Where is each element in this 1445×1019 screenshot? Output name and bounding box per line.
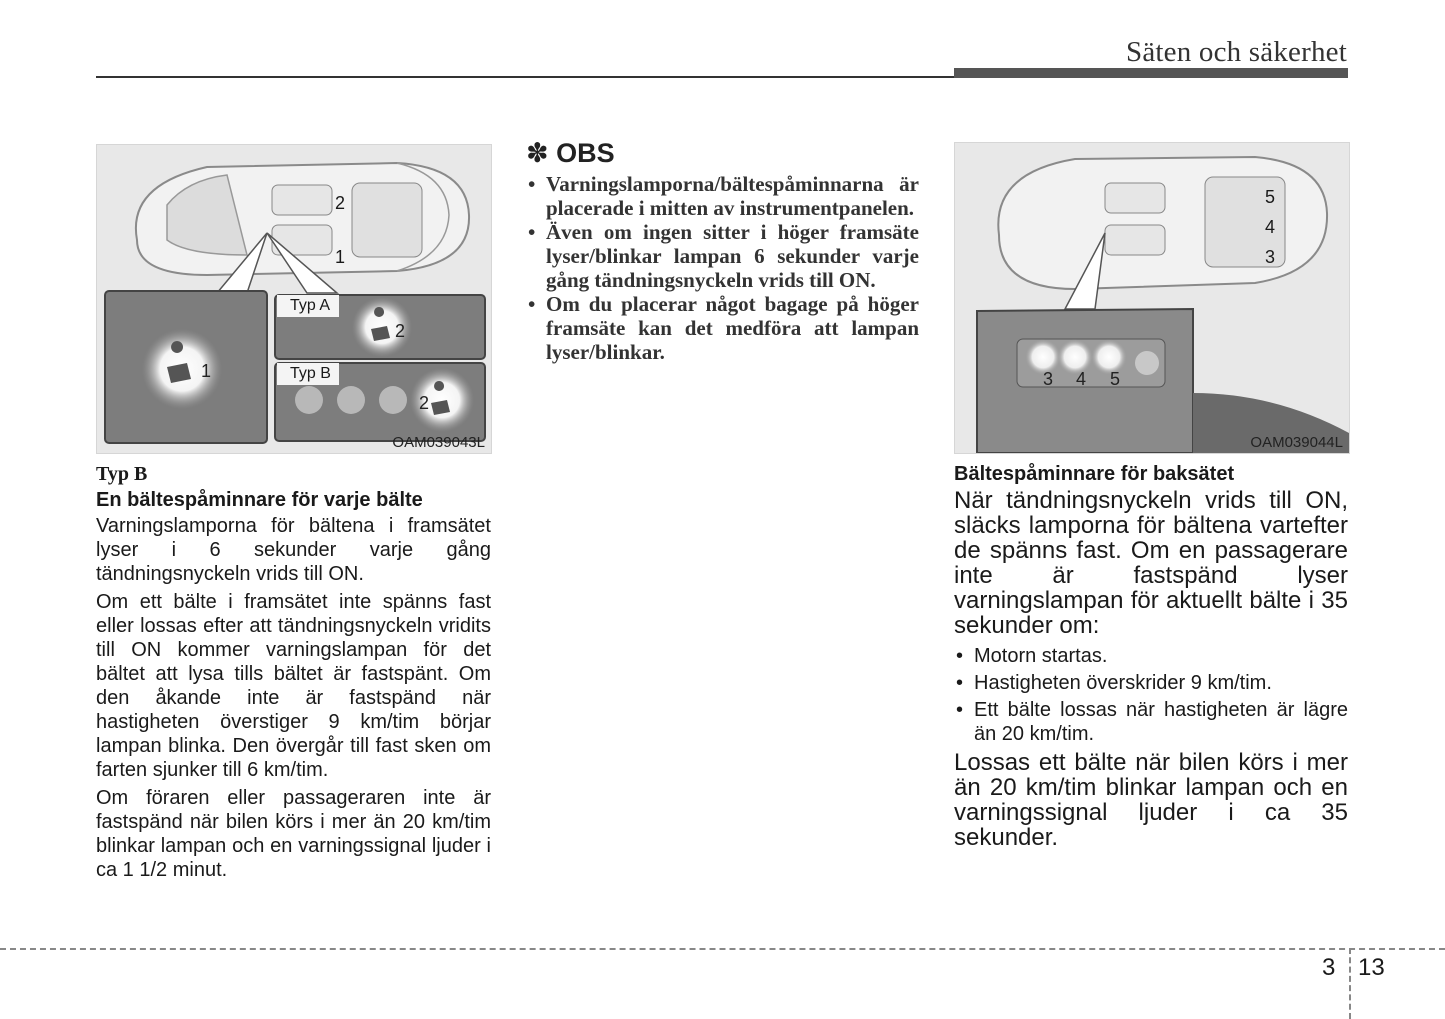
header-rule-accent xyxy=(954,68,1348,78)
obs-note xyxy=(526,138,919,364)
callout-5: 5 xyxy=(1265,187,1276,207)
section-title: Säten och säkerhet xyxy=(1125,36,1347,68)
page-number: 13 xyxy=(1358,954,1385,981)
car-rear-illustration xyxy=(955,143,1349,453)
heading: Bältespåminnare för baksätet xyxy=(954,463,1235,485)
obs-title: ✽ OBS xyxy=(526,138,615,168)
callout-2: 2 xyxy=(335,193,346,213)
footer-divider xyxy=(0,948,1445,950)
callout-4: 4 xyxy=(1265,217,1276,237)
obs-list xyxy=(526,172,919,364)
figure-rear-seatbelt-reminder xyxy=(954,142,1350,454)
paragraph: Om ett bälte i framsätet inte spänns fast eller lossas efter att tändningsnyckeln vridits till ON kommer varningslampan för det bältet att lysa tills bältet är fastspänt. Om den åkande inte är fastspänd när hastigheten överstiger 9 km/tim börjar lampan blinka. Den övergår till fast sken om farten sjunker till 6 km/tim. xyxy=(96,591,491,781)
figure-code: OAM039044L xyxy=(1250,434,1343,451)
obs-item: • Även om ingen sitter i höger framsäte lyser/blinkar lampan 6 sekunder varje gång tändningsnyckeln vrids till ON. xyxy=(526,220,919,292)
subheading: En bältespåminnare för varje bälte xyxy=(96,489,423,511)
outro-paragraph: Lossas ett bälte när bilen körs i mer än 20 km/tim blinkar lampan och en varningssignal ljuder i ca 35 sekunder. xyxy=(954,749,1348,851)
rear-seat-reminder-text xyxy=(954,462,1348,856)
obs-item: • Om du placerar något bagage på höger framsäte kan det medföra att lampan lyser/blinkar. xyxy=(526,292,919,364)
page-number-divider xyxy=(1349,948,1351,1019)
inset-number-type-a: 2 xyxy=(395,321,406,341)
intro-paragraph: När tändningsnyckeln vrids till ON, släcks lamporna för bältena vartefter de spänns fast. Om en passagerare inte är fastspänd lyser varningslampan för aktuellt bälte i 35 sekunder om: xyxy=(954,487,1348,639)
figure-front-seatbelt-reminder xyxy=(96,144,492,454)
figure-code: OAM039043L xyxy=(392,434,485,451)
inset-label-type-a: Typ A xyxy=(290,297,331,314)
paragraph: Varningslamporna för bältena i framsätet lyser i 6 sekunder varje gång tändningsnyckeln vrids till ON. xyxy=(96,515,491,585)
chapter-number: 3 xyxy=(1322,954,1336,981)
type-heading: Typ B xyxy=(96,463,148,485)
inset-label-type-b: Typ B xyxy=(290,365,331,382)
list-item: • Motorn startas. xyxy=(954,644,1348,668)
front-seat-reminder-text xyxy=(96,462,491,886)
callout-1: 1 xyxy=(335,247,346,267)
inset-number-5: 5 xyxy=(1110,369,1121,389)
inset-number-3: 3 xyxy=(1043,369,1054,389)
list-item: • Ett bälte lossas när hastigheten är lägre än 20 km/tim. xyxy=(954,698,1348,746)
inset-number-4: 4 xyxy=(1076,369,1087,389)
inset-number-type-b: 2 xyxy=(419,393,430,413)
obs-item: • Varningslamporna/bältespåminnarna är placerade i mitten av instrumentpanelen. xyxy=(526,172,919,220)
inset-number-left: 1 xyxy=(201,361,212,381)
list-item: • Hastigheten överskrider 9 km/tim. xyxy=(954,671,1348,695)
callout-3: 3 xyxy=(1265,247,1276,267)
paragraph: Om föraren eller passageraren inte är fastspänd när bilen körs i mer än 20 km/tim blinkar lampan och en varningssignal ljuder i ca 1 1/2 minut. xyxy=(96,787,491,881)
condition-list xyxy=(954,644,1348,746)
